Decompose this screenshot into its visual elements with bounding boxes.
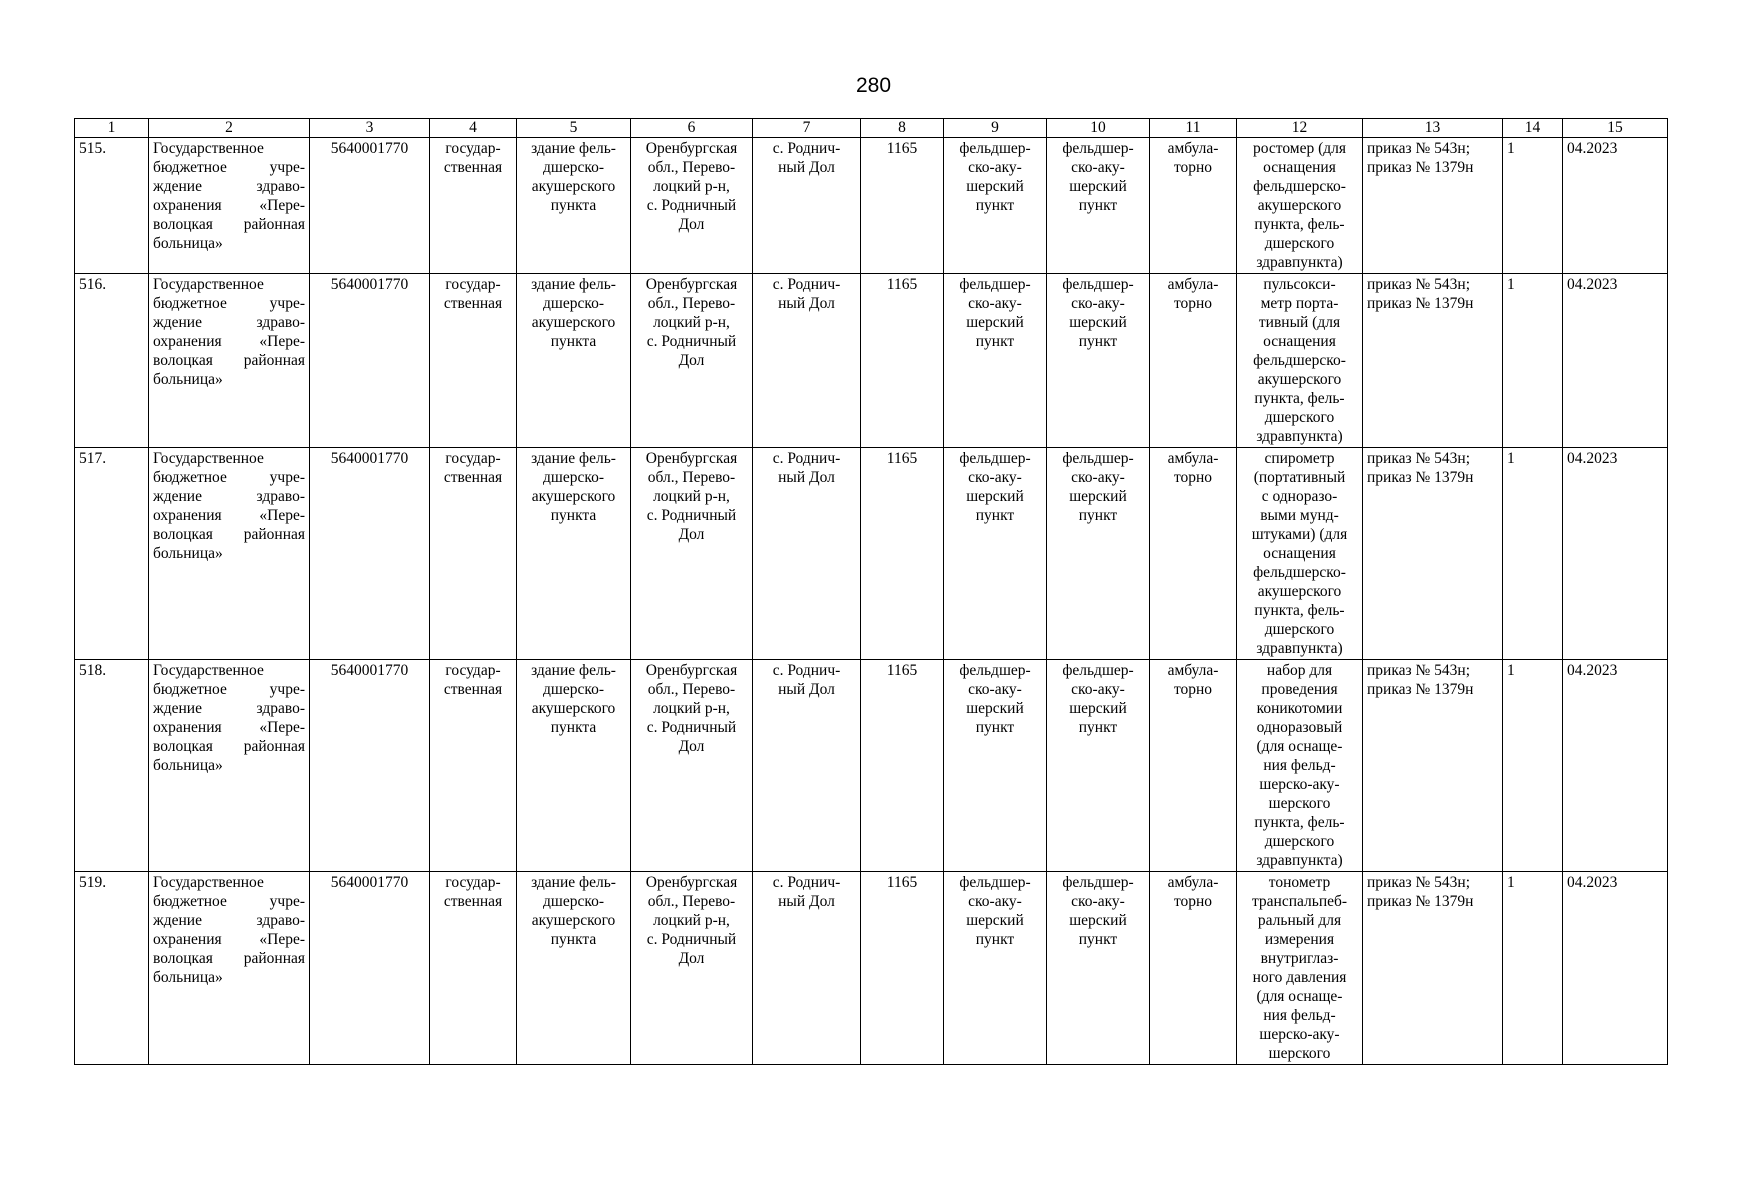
quantity: 1 xyxy=(1503,138,1563,274)
table-row xyxy=(75,448,1668,660)
quantity: 1 xyxy=(1503,872,1563,1065)
address: Оренбургская обл., Перево- лоцкий р-н, с. Родничный Дол xyxy=(631,448,753,660)
column-number-header: 12 xyxy=(1237,119,1363,138)
care-conditions: амбула- торно xyxy=(1150,872,1237,1065)
column-number-header: 2 xyxy=(149,119,310,138)
ownership-form: государ- ственная xyxy=(430,872,517,1065)
ownership-form: государ- ственная xyxy=(430,448,517,660)
subunit-type: фельдшер- ско-аку- шерский пункт xyxy=(1047,660,1150,872)
settlement: с. Роднич- ный Дол xyxy=(753,274,861,448)
building-type: здание фель- дшерско- акушерского пункта xyxy=(517,274,631,448)
column-number-header: 10 xyxy=(1047,119,1150,138)
institution-name: Государственное бюджетное учре-ждение здраво-охранения «Пере-волоцкая районная больница» xyxy=(149,448,310,660)
equipment: спирометр (портативный с одноразо- выми мунд- штуками) (для оснащения фельдшерско- акушерского пункта, фель- дшерского здравпункта) xyxy=(1237,448,1363,660)
quantity: 1 xyxy=(1503,660,1563,872)
inn: 5640001770 xyxy=(310,660,430,872)
settlement: с. Роднич- ный Дол xyxy=(753,660,861,872)
table-row xyxy=(75,138,1668,274)
care-conditions: амбула- торно xyxy=(1150,660,1237,872)
data-table xyxy=(74,118,1668,1065)
unit-type: фельдшер- ско-аку- шерский пункт xyxy=(944,660,1047,872)
table-row xyxy=(75,274,1668,448)
ownership-form: государ- ственная xyxy=(430,660,517,872)
settlement: с. Роднич- ный Дол xyxy=(753,872,861,1065)
address: Оренбургская обл., Перево- лоцкий р-н, с. Родничный Дол xyxy=(631,138,753,274)
column-number-header: 15 xyxy=(1563,119,1668,138)
ownership-form: государ- ственная xyxy=(430,138,517,274)
date: 04.2023 xyxy=(1563,448,1668,660)
column-number-header: 4 xyxy=(430,119,517,138)
quantity: 1 xyxy=(1503,274,1563,448)
column-number-header: 14 xyxy=(1503,119,1563,138)
column-number-header: 13 xyxy=(1363,119,1503,138)
unit-type: фельдшер- ско-аку- шерский пункт xyxy=(944,872,1047,1065)
column-number-header: 9 xyxy=(944,119,1047,138)
row-number: 517. xyxy=(75,448,149,660)
subunit-type: фельдшер- ско-аку- шерский пункт xyxy=(1047,138,1150,274)
table-row xyxy=(75,872,1668,1065)
legal-basis: приказ № 543н; приказ № 1379н xyxy=(1363,660,1503,872)
quantity: 1 xyxy=(1503,448,1563,660)
date: 04.2023 xyxy=(1563,660,1668,872)
code: 1165 xyxy=(861,660,944,872)
address: Оренбургская обл., Перево- лоцкий р-н, с. Родничный Дол xyxy=(631,872,753,1065)
care-conditions: амбула- торно xyxy=(1150,138,1237,274)
column-number-row xyxy=(75,119,1668,138)
subunit-type: фельдшер- ско-аку- шерский пункт xyxy=(1047,872,1150,1065)
row-number: 516. xyxy=(75,274,149,448)
date: 04.2023 xyxy=(1563,138,1668,274)
building-type: здание фель- дшерско- акушерского пункта xyxy=(517,660,631,872)
unit-type: фельдшер- ско-аку- шерский пункт xyxy=(944,138,1047,274)
equipment: ростомер (для оснащения фельдшерско- акушерского пункта, фель- дшерского здравпункта) xyxy=(1237,138,1363,274)
inn: 5640001770 xyxy=(310,274,430,448)
ownership-form: государ- ственная xyxy=(430,274,517,448)
institution-name: Государственное бюджетное учре-ждение здраво-охранения «Пере-волоцкая районная больница» xyxy=(149,660,310,872)
row-number: 519. xyxy=(75,872,149,1065)
column-number-header: 7 xyxy=(753,119,861,138)
building-type: здание фель- дшерско- акушерского пункта xyxy=(517,138,631,274)
column-number-header: 6 xyxy=(631,119,753,138)
address: Оренбургская обл., Перево- лоцкий р-н, с. Родничный Дол xyxy=(631,660,753,872)
settlement: с. Роднич- ный Дол xyxy=(753,138,861,274)
institution-name: Государственное бюджетное учре-ждение здраво-охранения «Пере-волоцкая районная больница» xyxy=(149,274,310,448)
inn: 5640001770 xyxy=(310,138,430,274)
subunit-type: фельдшер- ско-аку- шерский пункт xyxy=(1047,448,1150,660)
page-number: 280 xyxy=(855,74,892,97)
legal-basis: приказ № 543н; приказ № 1379н xyxy=(1363,138,1503,274)
care-conditions: амбула- торно xyxy=(1150,274,1237,448)
date: 04.2023 xyxy=(1563,274,1668,448)
legal-basis: приказ № 543н; приказ № 1379н xyxy=(1363,872,1503,1065)
inn: 5640001770 xyxy=(310,448,430,660)
column-number-header: 3 xyxy=(310,119,430,138)
inn: 5640001770 xyxy=(310,872,430,1065)
address: Оренбургская обл., Перево- лоцкий р-н, с. Родничный Дол xyxy=(631,274,753,448)
care-conditions: амбула- торно xyxy=(1150,448,1237,660)
equipment: пульсокси- метр порта- тивный (для оснащения фельдшерско- акушерского пункта, фель- дшерского здравпункта) xyxy=(1237,274,1363,448)
legal-basis: приказ № 543н; приказ № 1379н xyxy=(1363,274,1503,448)
legal-basis: приказ № 543н; приказ № 1379н xyxy=(1363,448,1503,660)
code: 1165 xyxy=(861,872,944,1065)
row-number: 518. xyxy=(75,660,149,872)
code: 1165 xyxy=(861,448,944,660)
row-number: 515. xyxy=(75,138,149,274)
unit-type: фельдшер- ско-аку- шерский пункт xyxy=(944,274,1047,448)
institution-name: Государственное бюджетное учре-ждение здраво-охранения «Пере-волоцкая районная больница» xyxy=(149,138,310,274)
equipment: набор для проведения коникотомии одноразовый (для оснаще- ния фельд- шерско-аку- шерского пункта, фель- дшерского здравпункта) xyxy=(1237,660,1363,872)
column-number-header: 1 xyxy=(75,119,149,138)
unit-type: фельдшер- ско-аку- шерский пункт xyxy=(944,448,1047,660)
column-number-header: 8 xyxy=(861,119,944,138)
equipment: тонометр транспальпеб- ральный для измерения внутриглаз- ного давления (для оснаще- ния фельд- шерско-аку- шерского xyxy=(1237,872,1363,1065)
code: 1165 xyxy=(861,274,944,448)
column-number-header: 5 xyxy=(517,119,631,138)
table-row xyxy=(75,660,1668,872)
institution-name: Государственное бюджетное учре-ждение здраво-охранения «Пере-волоцкая районная больница» xyxy=(149,872,310,1065)
building-type: здание фель- дшерско- акушерского пункта xyxy=(517,872,631,1065)
column-number-header: 11 xyxy=(1150,119,1237,138)
code: 1165 xyxy=(861,138,944,274)
date: 04.2023 xyxy=(1563,872,1668,1065)
building-type: здание фель- дшерско- акушерского пункта xyxy=(517,448,631,660)
subunit-type: фельдшер- ско-аку- шерский пункт xyxy=(1047,274,1150,448)
settlement: с. Роднич- ный Дол xyxy=(753,448,861,660)
